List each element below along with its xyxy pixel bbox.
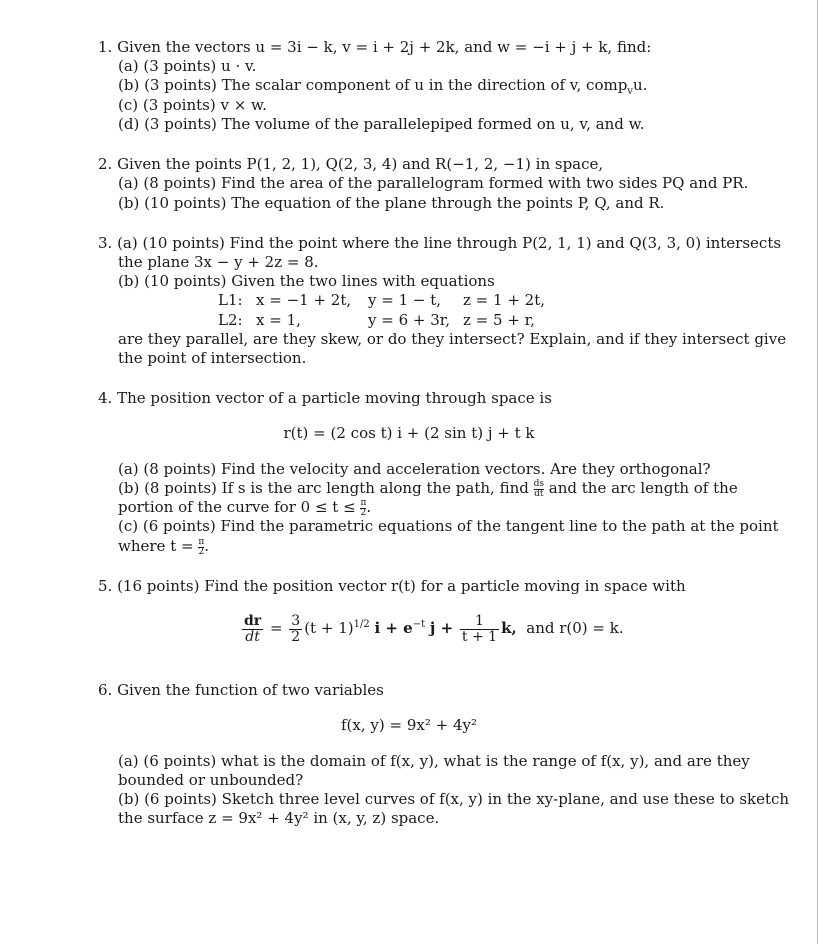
dt-den: dt — [245, 628, 260, 645]
pi-over-2-b — [198, 538, 204, 557]
p5-equation: $\frac{dr}{dt}$ = $\frac{3}{2}$ $(t + 1)^{1/2}$ $i + e^{-t}$ j + $\frac{1}{t + 1}$ k, and r(0) = k. — [244, 612, 624, 645]
p4-b1 — [118, 479, 738, 499]
two-den-b: 2 — [198, 546, 205, 557]
ds-dt-fraction — [534, 480, 544, 499]
p4-c1: (c) (6 points) Find the parametric equations of the tangent line to the path at the point — [118, 517, 779, 535]
p6-intro: 6. Given the function of two variables — [98, 681, 384, 699]
p4-b1-text: (b) (8 points) If s is the arc length along the path, find — [118, 479, 529, 497]
p3-l2-y: y = 6 + 3r, — [368, 311, 451, 329]
p2-a: (a) (8 points) Find the area of the parallelogram formed with two sides PQ and PR. — [118, 174, 749, 192]
p3-l1-x: x = −1 + 2t, — [256, 291, 352, 309]
two-den-a: 2 — [360, 507, 367, 518]
p4-c2-text: where t = — [118, 537, 194, 555]
pi-num-b: π — [198, 536, 205, 547]
p1-d: (d) (3 points) The volume of the parallelepiped formed on u, v, and w. — [118, 115, 645, 133]
p5-intro: 5. (16 points) Find the position vector r(t) for a particle moving in space with — [98, 577, 686, 595]
p3-l2-label: L2: — [218, 311, 243, 329]
t1-den: t + 1 — [461, 628, 498, 645]
p2-intro: 2. Given the points P(1, 2, 1), Q(2, 3, 4) and R(−1, 2, −1) in space, — [98, 155, 604, 173]
pi-over-2-a — [360, 499, 366, 518]
three-num: 3 — [291, 612, 301, 629]
p3-b1: (b) (10 points) Given the two lines with equations — [118, 272, 495, 290]
p3-a1: 3. (a) (10 points) Find the point where the line through P(2, 1, 1) and Q(3, 3, 0) intersects — [98, 234, 782, 252]
dr-dt-fraction — [242, 614, 263, 645]
p6-equation: f(x, y) = 9x² + 4y² — [341, 716, 477, 734]
p4-intro: 4. The position vector of a particle moving through space is — [98, 389, 552, 407]
dt-den: dt — [534, 488, 544, 499]
p4-b1-end: and the arc length of the — [548, 479, 738, 497]
three-halves — [289, 614, 302, 645]
two-den: 2 — [291, 628, 301, 645]
p1-intro: 1. Given the vectors u = 3i − k, v = i + 2j + 2k, and w = −i + j + k, find: — [98, 38, 652, 56]
p3-b2: are they parallel, are they skew, or do they intersect? Explain, and if they intersect give — [118, 330, 787, 348]
p1-a: (a) (3 points) u · v. — [118, 57, 257, 75]
one-over-t-plus-1 — [460, 614, 499, 645]
p1-b-sub: v — [627, 86, 633, 97]
ds-num: ds — [533, 478, 545, 489]
one-num: 1 — [460, 614, 499, 630]
p5-term1: (t + 1) — [304, 619, 354, 637]
p6-a2: bounded or unbounded? — [118, 771, 304, 789]
p4-a: (a) (8 points) Find the velocity and acceleration vectors. Are they orthogonal? — [118, 460, 711, 478]
p5-term2: i + e — [374, 619, 413, 637]
p3-l1-z: z = 1 + 2t, — [463, 291, 545, 309]
p3-l1-y: y = 1 − t, — [368, 291, 442, 309]
p5-condition: and r(0) = k. — [526, 619, 624, 637]
p3-a2: the plane 3x − y + 2z = 8. — [118, 253, 319, 271]
p5-exp2: −t — [412, 619, 426, 630]
p4-b2-text: portion of the curve for 0 ≤ t ≤ — [118, 498, 356, 516]
p4-b2: portion of the curve for 0 ≤ t ≤ $\frac{\pi}{2}$ . — [118, 497, 372, 518]
p1-b-end: u. — [632, 76, 648, 94]
p6-b2: the surface z = 9x² + 4y² in (x, y, z) space. — [118, 809, 440, 827]
p5-exp1: 1/2 — [353, 619, 370, 630]
pi-num-a: π — [360, 497, 367, 508]
p5-term3: j + — [429, 619, 454, 637]
p4-c2: where t = $\frac{\pi}{2}$ . — [118, 536, 210, 557]
p1-c: (c) (3 points) v × w. — [118, 96, 267, 114]
p6-a1: (a) (6 points) what is the domain of f(x, y), what is the range of f(x, y), and are they — [118, 752, 750, 770]
p3-l2-x: x = 1, — [256, 311, 301, 329]
p6-b1: (b) (6 points) Sketch three level curves of f(x, y) in the xy-plane, and use these to sketch — [118, 790, 790, 808]
dr-num: dr — [244, 612, 262, 629]
p1-b-text: (b) (3 points) The scalar component of u in the direction of v, comp — [118, 76, 628, 94]
p4-equation: r(t) = (2 cos t) i + (2 sin t) j + t k — [283, 424, 535, 442]
p2-b: (b) (10 points) The equation of the plane through the points P, Q, and R. — [118, 194, 665, 212]
p3-b3: the point of intersection. — [118, 349, 307, 367]
p3-l2-z: z = 5 + r, — [463, 311, 535, 329]
p3-l1-label: L1: — [218, 291, 243, 309]
p5-term4: k, — [501, 619, 517, 637]
